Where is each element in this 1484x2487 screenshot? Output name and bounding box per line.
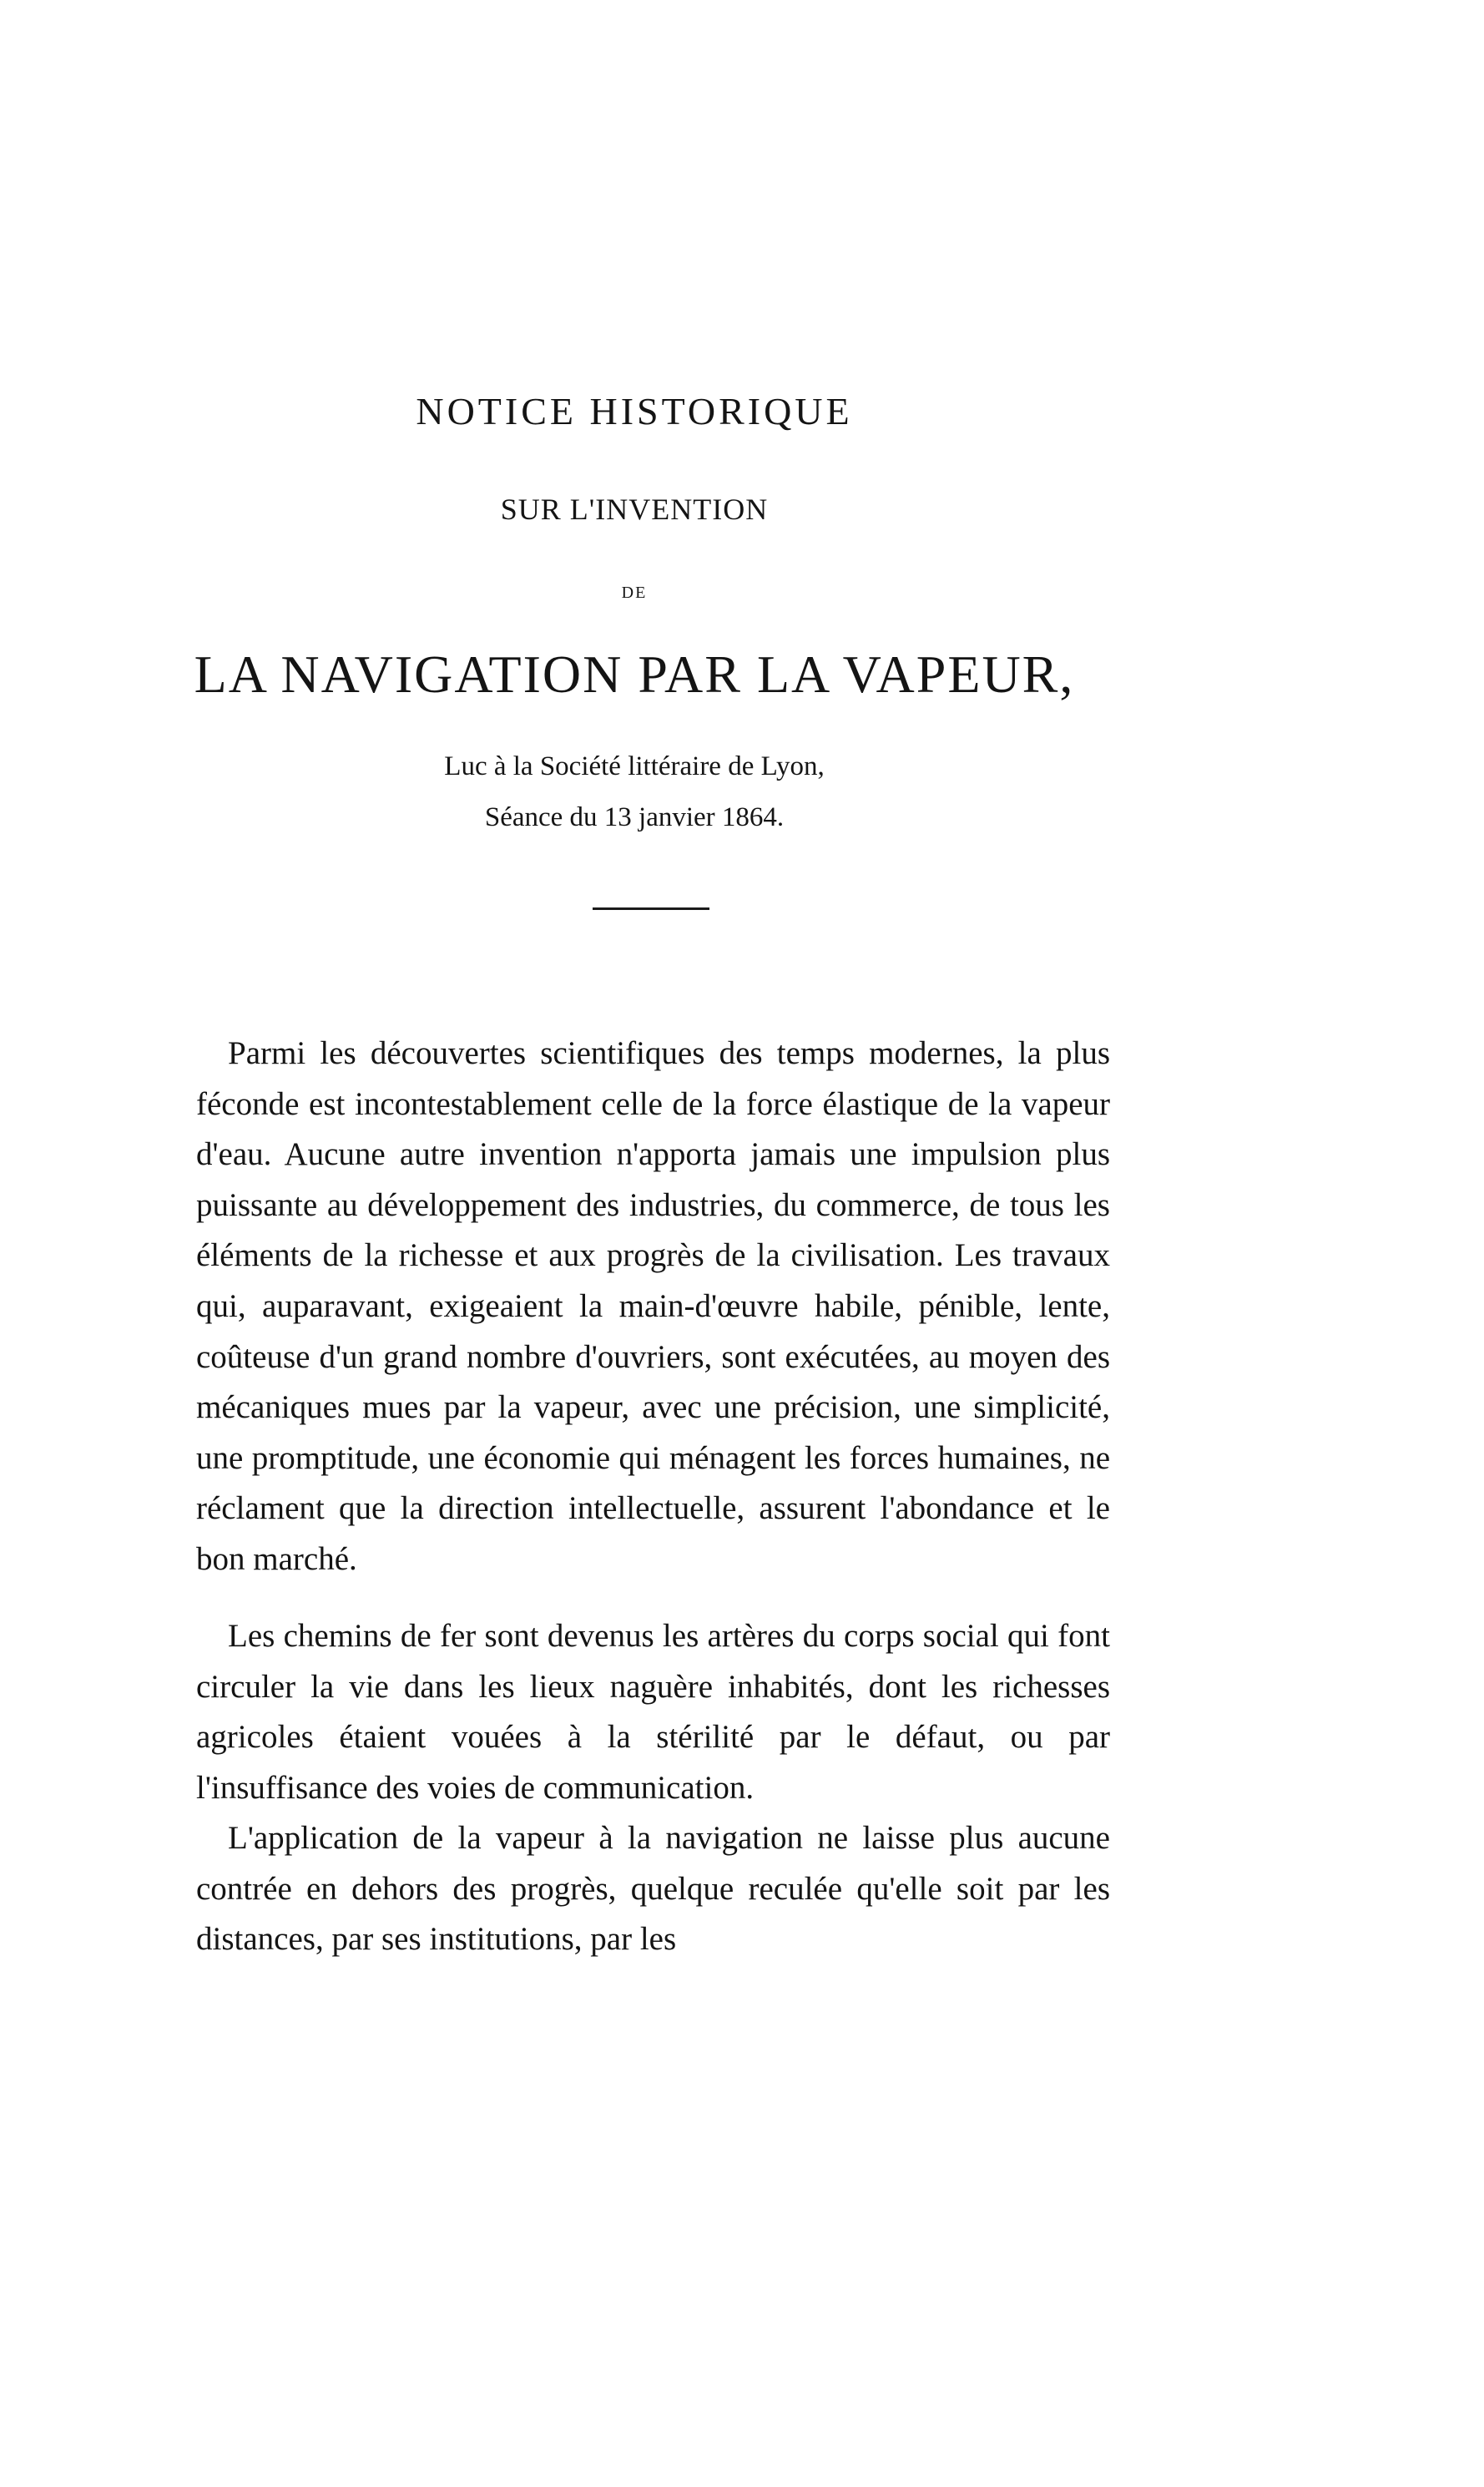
paragraph-1: Parmi les découvertes scientifiques des temps modernes, la plus féconde est incontestablement celle de la force élastique de la vapeur d'eau. Aucune autre invention n'apporta jamais une impulsion plus puissante au développement des industries, du commerce, de tous les éléments de la richesse et aux progrès de la civilisation. Les travaux qui, auparavant, exigeaient la main-d'œuvre habile, pénible, lente, coûteuse d'un grand nombre d'ouvriers, sont exécutées, au moyen des mécaniques mues par la vapeur, avec une précision, une simplicité, une promptitude, une économie qui ménagent les forces humaines, ne réclament que la direction intellectuelle, assurent l'abondance et le bon marché. [196,1035,1110,1577]
title-sur-l-invention: SUR L'INVENTION [500,493,769,526]
subtitle-lu-societe: Luc à la Société littéraire de Lyon, [444,751,825,781]
title-de: DE [621,584,648,602]
paragraph-2: Les chemins de fer sont devenus les artères du corps social qui font circuler la vie dans les lieux naguère inhabités, dont les richesses agricoles étaient vouées à la stérilité par le défaut, ou par l'insuffisance des voies de communication. [196,1618,1110,1806]
subtitle-seance-date: Séance du 13 janvier 1864. [484,802,785,832]
title-notice-historique: NOTICE HISTORIQUE [416,390,853,432]
paragraph-3: L'application de la vapeur à la navigation ne laisse plus aucune contrée en dehors des progrès, quelque reculée qu'elle soit par les distances, par ses institutions, par les [196,1820,1110,1958]
section-divider [593,907,709,910]
title-la-navigation: LA NAVIGATION PAR LA VAPEUR, [194,644,1075,704]
